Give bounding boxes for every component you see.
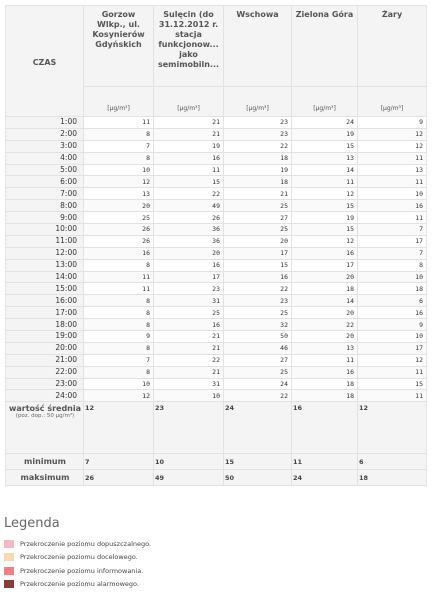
value-cell: 9 <box>358 319 427 331</box>
value-cell: 31 <box>154 378 224 390</box>
value-cell: 11 <box>292 354 358 366</box>
unit-label: [μg/m³] <box>154 87 224 117</box>
value-cell: 22 <box>292 319 358 331</box>
value-cell: 13 <box>84 188 154 200</box>
value-cell: 17 <box>358 235 427 247</box>
value-cell: 49 <box>154 200 224 212</box>
value-cell: 21 <box>154 117 224 129</box>
time-cell: 14:00 <box>6 271 84 283</box>
time-cell: 22:00 <box>6 366 84 378</box>
table-row <box>6 164 427 176</box>
value-cell: 18 <box>224 176 292 188</box>
value-cell: 12 <box>358 354 427 366</box>
time-cell: 2:00 <box>6 128 84 140</box>
value-cell: 12 <box>292 188 358 200</box>
time-cell: 1:00 <box>6 117 84 129</box>
value-cell: 16 <box>154 319 224 331</box>
maximum-value: 24 <box>292 470 358 486</box>
station-name: Sulęcin (do 31.12.2012 r. stacja funkcjonow... jako semimobiln... <box>157 10 220 69</box>
value-cell: 7 <box>358 224 427 236</box>
time-cell: 17:00 <box>6 307 84 319</box>
value-cell: 36 <box>154 224 224 236</box>
value-cell: 15 <box>292 224 358 236</box>
value-cell: 17 <box>292 259 358 271</box>
table-row <box>6 212 427 224</box>
value-cell: 19 <box>292 212 358 224</box>
value-cell: 26 <box>154 212 224 224</box>
value-cell: 9 <box>84 331 154 343</box>
station-name: Wschowa <box>236 10 279 19</box>
table-body <box>6 117 427 402</box>
value-cell: 16 <box>358 200 427 212</box>
value-cell: 16 <box>292 247 358 259</box>
value-cell: 20 <box>292 271 358 283</box>
value-cell: 8 <box>84 259 154 271</box>
value-cell: 22 <box>154 354 224 366</box>
value-cell: 15 <box>292 200 358 212</box>
value-cell: 18 <box>292 378 358 390</box>
value-cell: 11 <box>84 271 154 283</box>
value-cell: 11 <box>154 164 224 176</box>
table-row <box>6 235 427 247</box>
value-cell: 22 <box>224 140 292 152</box>
time-cell: 4:00 <box>6 152 84 164</box>
value-cell: 8 <box>84 152 154 164</box>
time-cell: 20:00 <box>6 342 84 354</box>
table-row <box>6 188 427 200</box>
column-header-station[interactable] <box>224 6 292 87</box>
value-cell: 17 <box>224 247 292 259</box>
czas-label: CZAS <box>32 58 57 67</box>
table-row <box>6 176 427 188</box>
value-cell: 20 <box>292 307 358 319</box>
minimum-value: 10 <box>154 454 224 470</box>
value-cell: 32 <box>224 319 292 331</box>
value-cell: 16 <box>292 366 358 378</box>
value-cell: 18 <box>292 390 358 402</box>
value-cell: 14 <box>292 295 358 307</box>
value-cell: 26 <box>84 235 154 247</box>
value-cell: 11 <box>358 390 427 402</box>
legend-label: Przekroczenie poziomu informowania. <box>20 566 144 575</box>
maximum-value: 26 <box>84 470 154 486</box>
value-cell: 50 <box>224 331 292 343</box>
value-cell: 20 <box>292 331 358 343</box>
table-row <box>6 331 427 343</box>
value-cell: 23 <box>224 117 292 129</box>
value-cell: 13 <box>292 342 358 354</box>
value-cell: 16 <box>154 259 224 271</box>
value-cell: 23 <box>224 128 292 140</box>
value-cell: 16 <box>358 307 427 319</box>
value-cell: 18 <box>358 283 427 295</box>
table-row <box>6 307 427 319</box>
value-cell: 16 <box>84 247 154 259</box>
legend-item <box>4 551 151 565</box>
measurement-table-container <box>5 5 426 486</box>
legend-swatch <box>4 567 14 575</box>
minimum-value: 7 <box>84 454 154 470</box>
time-cell: 10:00 <box>6 224 84 236</box>
value-cell: 25 <box>84 212 154 224</box>
average-label <box>6 402 84 454</box>
value-cell: 25 <box>224 200 292 212</box>
value-cell: 21 <box>154 331 224 343</box>
value-cell: 24 <box>292 117 358 129</box>
legend-title: Legenda <box>4 516 60 531</box>
value-cell: 11 <box>84 117 154 129</box>
value-cell: 8 <box>84 319 154 331</box>
average-row <box>6 402 427 454</box>
value-cell: 22 <box>224 283 292 295</box>
value-cell: 25 <box>224 307 292 319</box>
minimum-label: minimum <box>6 454 84 470</box>
legend-item <box>4 564 151 578</box>
maximum-value: 18 <box>358 470 427 486</box>
legend-swatch <box>4 580 14 588</box>
legend-item <box>4 537 151 551</box>
time-cell: 11:00 <box>6 235 84 247</box>
station-name: Żary <box>381 10 403 19</box>
maximum-value: 50 <box>224 470 292 486</box>
value-cell: 8 <box>84 295 154 307</box>
table-row <box>6 200 427 212</box>
average-label-text: wartość średnia <box>8 404 82 414</box>
table-row <box>6 259 427 271</box>
value-cell: 12 <box>84 176 154 188</box>
value-cell: 19 <box>292 128 358 140</box>
average-note: (poz. dop.: 50 μg/m³) <box>15 413 75 420</box>
table-row <box>6 271 427 283</box>
value-cell: 13 <box>358 164 427 176</box>
table-row <box>6 366 427 378</box>
value-cell: 8 <box>84 342 154 354</box>
value-cell: 21 <box>154 342 224 354</box>
value-cell: 10 <box>358 271 427 283</box>
value-cell: 19 <box>154 140 224 152</box>
minimum-value: 11 <box>292 454 358 470</box>
value-cell: 9 <box>358 117 427 129</box>
value-cell: 15 <box>224 259 292 271</box>
value-cell: 8 <box>84 366 154 378</box>
value-cell: 36 <box>154 235 224 247</box>
value-cell: 10 <box>84 164 154 176</box>
value-cell: 20 <box>154 247 224 259</box>
value-cell: 17 <box>358 342 427 354</box>
time-cell: 13:00 <box>6 259 84 271</box>
value-cell: 46 <box>224 342 292 354</box>
value-cell: 8 <box>84 128 154 140</box>
value-cell: 19 <box>224 164 292 176</box>
column-header-station[interactable] <box>292 6 358 87</box>
value-cell: 15 <box>292 140 358 152</box>
maximum-value: 49 <box>154 470 224 486</box>
average-value: 12 <box>358 402 427 454</box>
value-cell: 23 <box>224 295 292 307</box>
measurement-table <box>5 5 427 486</box>
value-cell: 17 <box>154 271 224 283</box>
value-cell: 13 <box>292 152 358 164</box>
column-header-station[interactable] <box>358 6 427 87</box>
time-cell: 6:00 <box>6 176 84 188</box>
time-cell: 18:00 <box>6 319 84 331</box>
minimum-value: 15 <box>224 454 292 470</box>
table-row <box>6 247 427 259</box>
time-cell: 19:00 <box>6 331 84 343</box>
value-cell: 8 <box>358 259 427 271</box>
time-cell: 7:00 <box>6 188 84 200</box>
legend-label: Przekroczenie poziomu dopuszczalnego. <box>20 539 152 548</box>
table-row <box>6 342 427 354</box>
value-cell: 12 <box>358 128 427 140</box>
value-cell: 31 <box>154 295 224 307</box>
table-row <box>6 152 427 164</box>
value-cell: 27 <box>224 212 292 224</box>
time-cell: 16:00 <box>6 295 84 307</box>
value-cell: 11 <box>358 366 427 378</box>
value-cell: 11 <box>358 152 427 164</box>
value-cell: 11 <box>84 283 154 295</box>
legend <box>4 516 151 591</box>
value-cell: 22 <box>224 390 292 402</box>
value-cell: 11 <box>358 212 427 224</box>
value-cell: 20 <box>224 235 292 247</box>
value-cell: 7 <box>84 354 154 366</box>
minimum-row <box>6 454 427 470</box>
value-cell: 11 <box>358 176 427 188</box>
legend-swatch <box>4 553 14 561</box>
value-cell: 21 <box>154 128 224 140</box>
time-cell: 15:00 <box>6 283 84 295</box>
value-cell: 22 <box>154 188 224 200</box>
value-cell: 21 <box>224 188 292 200</box>
table-row <box>6 128 427 140</box>
value-cell: 25 <box>224 224 292 236</box>
unit-label: [μg/m³] <box>84 87 154 117</box>
value-cell: 10 <box>358 331 427 343</box>
value-cell: 18 <box>224 152 292 164</box>
table-row <box>6 319 427 331</box>
value-cell: 18 <box>292 283 358 295</box>
value-cell: 10 <box>358 188 427 200</box>
value-cell: 21 <box>154 366 224 378</box>
column-header-czas[interactable] <box>6 6 84 117</box>
value-cell: 20 <box>84 200 154 212</box>
value-cell: 7 <box>84 140 154 152</box>
value-cell: 24 <box>224 378 292 390</box>
unit-label: [μg/m³] <box>224 87 292 117</box>
legend-items <box>4 537 151 591</box>
average-value: 24 <box>224 402 292 454</box>
unit-label: [μg/m³] <box>358 87 427 117</box>
value-cell: 23 <box>154 283 224 295</box>
unit-label: [μg/m³] <box>292 87 358 117</box>
table-row <box>6 140 427 152</box>
legend-label: Przekroczenie poziomu docelowego. <box>20 553 138 562</box>
station-name: Gorzow Wlkp., ul. Kosynierów Gdyńskich <box>92 10 145 49</box>
legend-label: Przekroczenie poziomu alarmowego. <box>20 580 139 589</box>
value-cell: 27 <box>224 354 292 366</box>
legend-swatch <box>4 540 14 548</box>
table-row <box>6 295 427 307</box>
table-row <box>6 117 427 129</box>
time-cell: 23:00 <box>6 378 84 390</box>
time-cell: 21:00 <box>6 354 84 366</box>
table-row <box>6 390 427 402</box>
value-cell: 8 <box>84 307 154 319</box>
value-cell: 12 <box>84 390 154 402</box>
legend-item <box>4 578 151 592</box>
value-cell: 25 <box>224 366 292 378</box>
maximum-label: maksimum <box>6 470 84 486</box>
value-cell: 14 <box>292 164 358 176</box>
value-cell: 15 <box>154 176 224 188</box>
table-row <box>6 224 427 236</box>
maximum-row <box>6 470 427 486</box>
time-cell: 8:00 <box>6 200 84 212</box>
value-cell: 12 <box>292 235 358 247</box>
average-value: 23 <box>154 402 224 454</box>
minimum-value: 6 <box>358 454 427 470</box>
value-cell: 25 <box>154 307 224 319</box>
value-cell: 26 <box>84 224 154 236</box>
value-cell: 10 <box>154 390 224 402</box>
value-cell: 15 <box>358 378 427 390</box>
average-value: 16 <box>292 402 358 454</box>
time-cell: 3:00 <box>6 140 84 152</box>
table-row <box>6 283 427 295</box>
value-cell: 7 <box>358 247 427 259</box>
time-cell: 9:00 <box>6 212 84 224</box>
column-header-station[interactable] <box>84 6 154 87</box>
value-cell: 16 <box>154 152 224 164</box>
value-cell: 12 <box>358 140 427 152</box>
value-cell: 6 <box>358 295 427 307</box>
average-value: 12 <box>84 402 154 454</box>
time-cell: 5:00 <box>6 164 84 176</box>
time-cell: 12:00 <box>6 247 84 259</box>
value-cell: 16 <box>224 271 292 283</box>
table-row <box>6 378 427 390</box>
table-row <box>6 354 427 366</box>
value-cell: 11 <box>292 176 358 188</box>
column-header-station[interactable] <box>154 6 224 87</box>
time-cell: 24:00 <box>6 390 84 402</box>
station-name: Zielona Góra <box>295 10 354 19</box>
value-cell: 10 <box>84 378 154 390</box>
